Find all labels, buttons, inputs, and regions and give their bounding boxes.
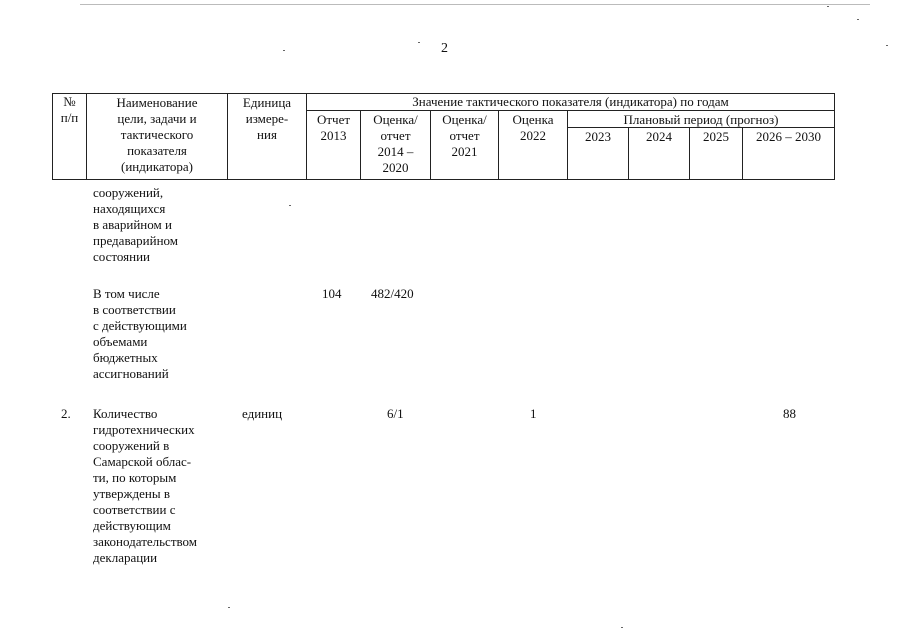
header-report-2013: Отчет 2013 — [316, 112, 351, 143]
header-plan-title: Плановый период (прогноз) — [623, 112, 779, 127]
scan-dot — [621, 627, 623, 628]
cell-row-number: 2. — [61, 406, 71, 421]
cell-unit: единиц — [242, 406, 283, 421]
header-values-title: Значение тактического показателя (индикатора) по годам — [412, 94, 729, 109]
header-year-2023: 2023 — [585, 129, 611, 144]
header-estimate-2021: Оценка/ отчет 2021 — [442, 112, 487, 159]
header-num: № п/п — [60, 94, 79, 125]
header-bottom-rule — [52, 179, 835, 180]
header-year-2025: 2025 — [703, 129, 729, 144]
scan-dot — [283, 50, 285, 51]
cell-report-2013: 104 — [322, 286, 342, 301]
header-mid-rule — [306, 110, 835, 111]
scan-dot — [857, 19, 859, 20]
cell-estimate-2014-2020: 6/1 — [387, 406, 404, 421]
header-estimate-2014-2020: Оценка/ отчет 2014 – 2020 — [373, 112, 418, 175]
cell-plan-2026-2030: 88 — [783, 406, 796, 421]
table-row-name: Количество гидротехнических сооружений в Самарской облас- ти, по которым утверждены в соответствии с действующим законодательством декларации — [93, 406, 198, 565]
header-year-2024: 2024 — [646, 129, 672, 144]
scan-dot — [228, 607, 230, 608]
scan-top-edge — [80, 4, 870, 5]
table-row-name: В том числе в соответствии с действующими объемами бюджетных ассигнований — [93, 286, 187, 381]
header-unit: Единица измере- ния — [242, 95, 292, 142]
scan-dot — [289, 205, 291, 206]
scan-dot — [886, 45, 888, 46]
indicator-table-header — [52, 93, 835, 180]
header-year-2026-2030: 2026 – 2030 — [756, 129, 821, 144]
scan-dot — [827, 6, 829, 7]
table-row-name: сооружений, находящихся в аварийном и предаварийном состоянии — [93, 185, 179, 264]
cell-estimate-2014-2020: 482/420 — [371, 286, 414, 301]
header-name: Наименование цели, задачи и тактического показателя (индикатора) — [116, 95, 198, 174]
header-estimate-2022: Оценка 2022 — [512, 112, 554, 143]
header-col-rule — [834, 93, 835, 180]
page-number: 2 — [441, 41, 448, 56]
scan-dot — [418, 42, 420, 43]
cell-estimate-2022: 1 — [530, 406, 537, 421]
